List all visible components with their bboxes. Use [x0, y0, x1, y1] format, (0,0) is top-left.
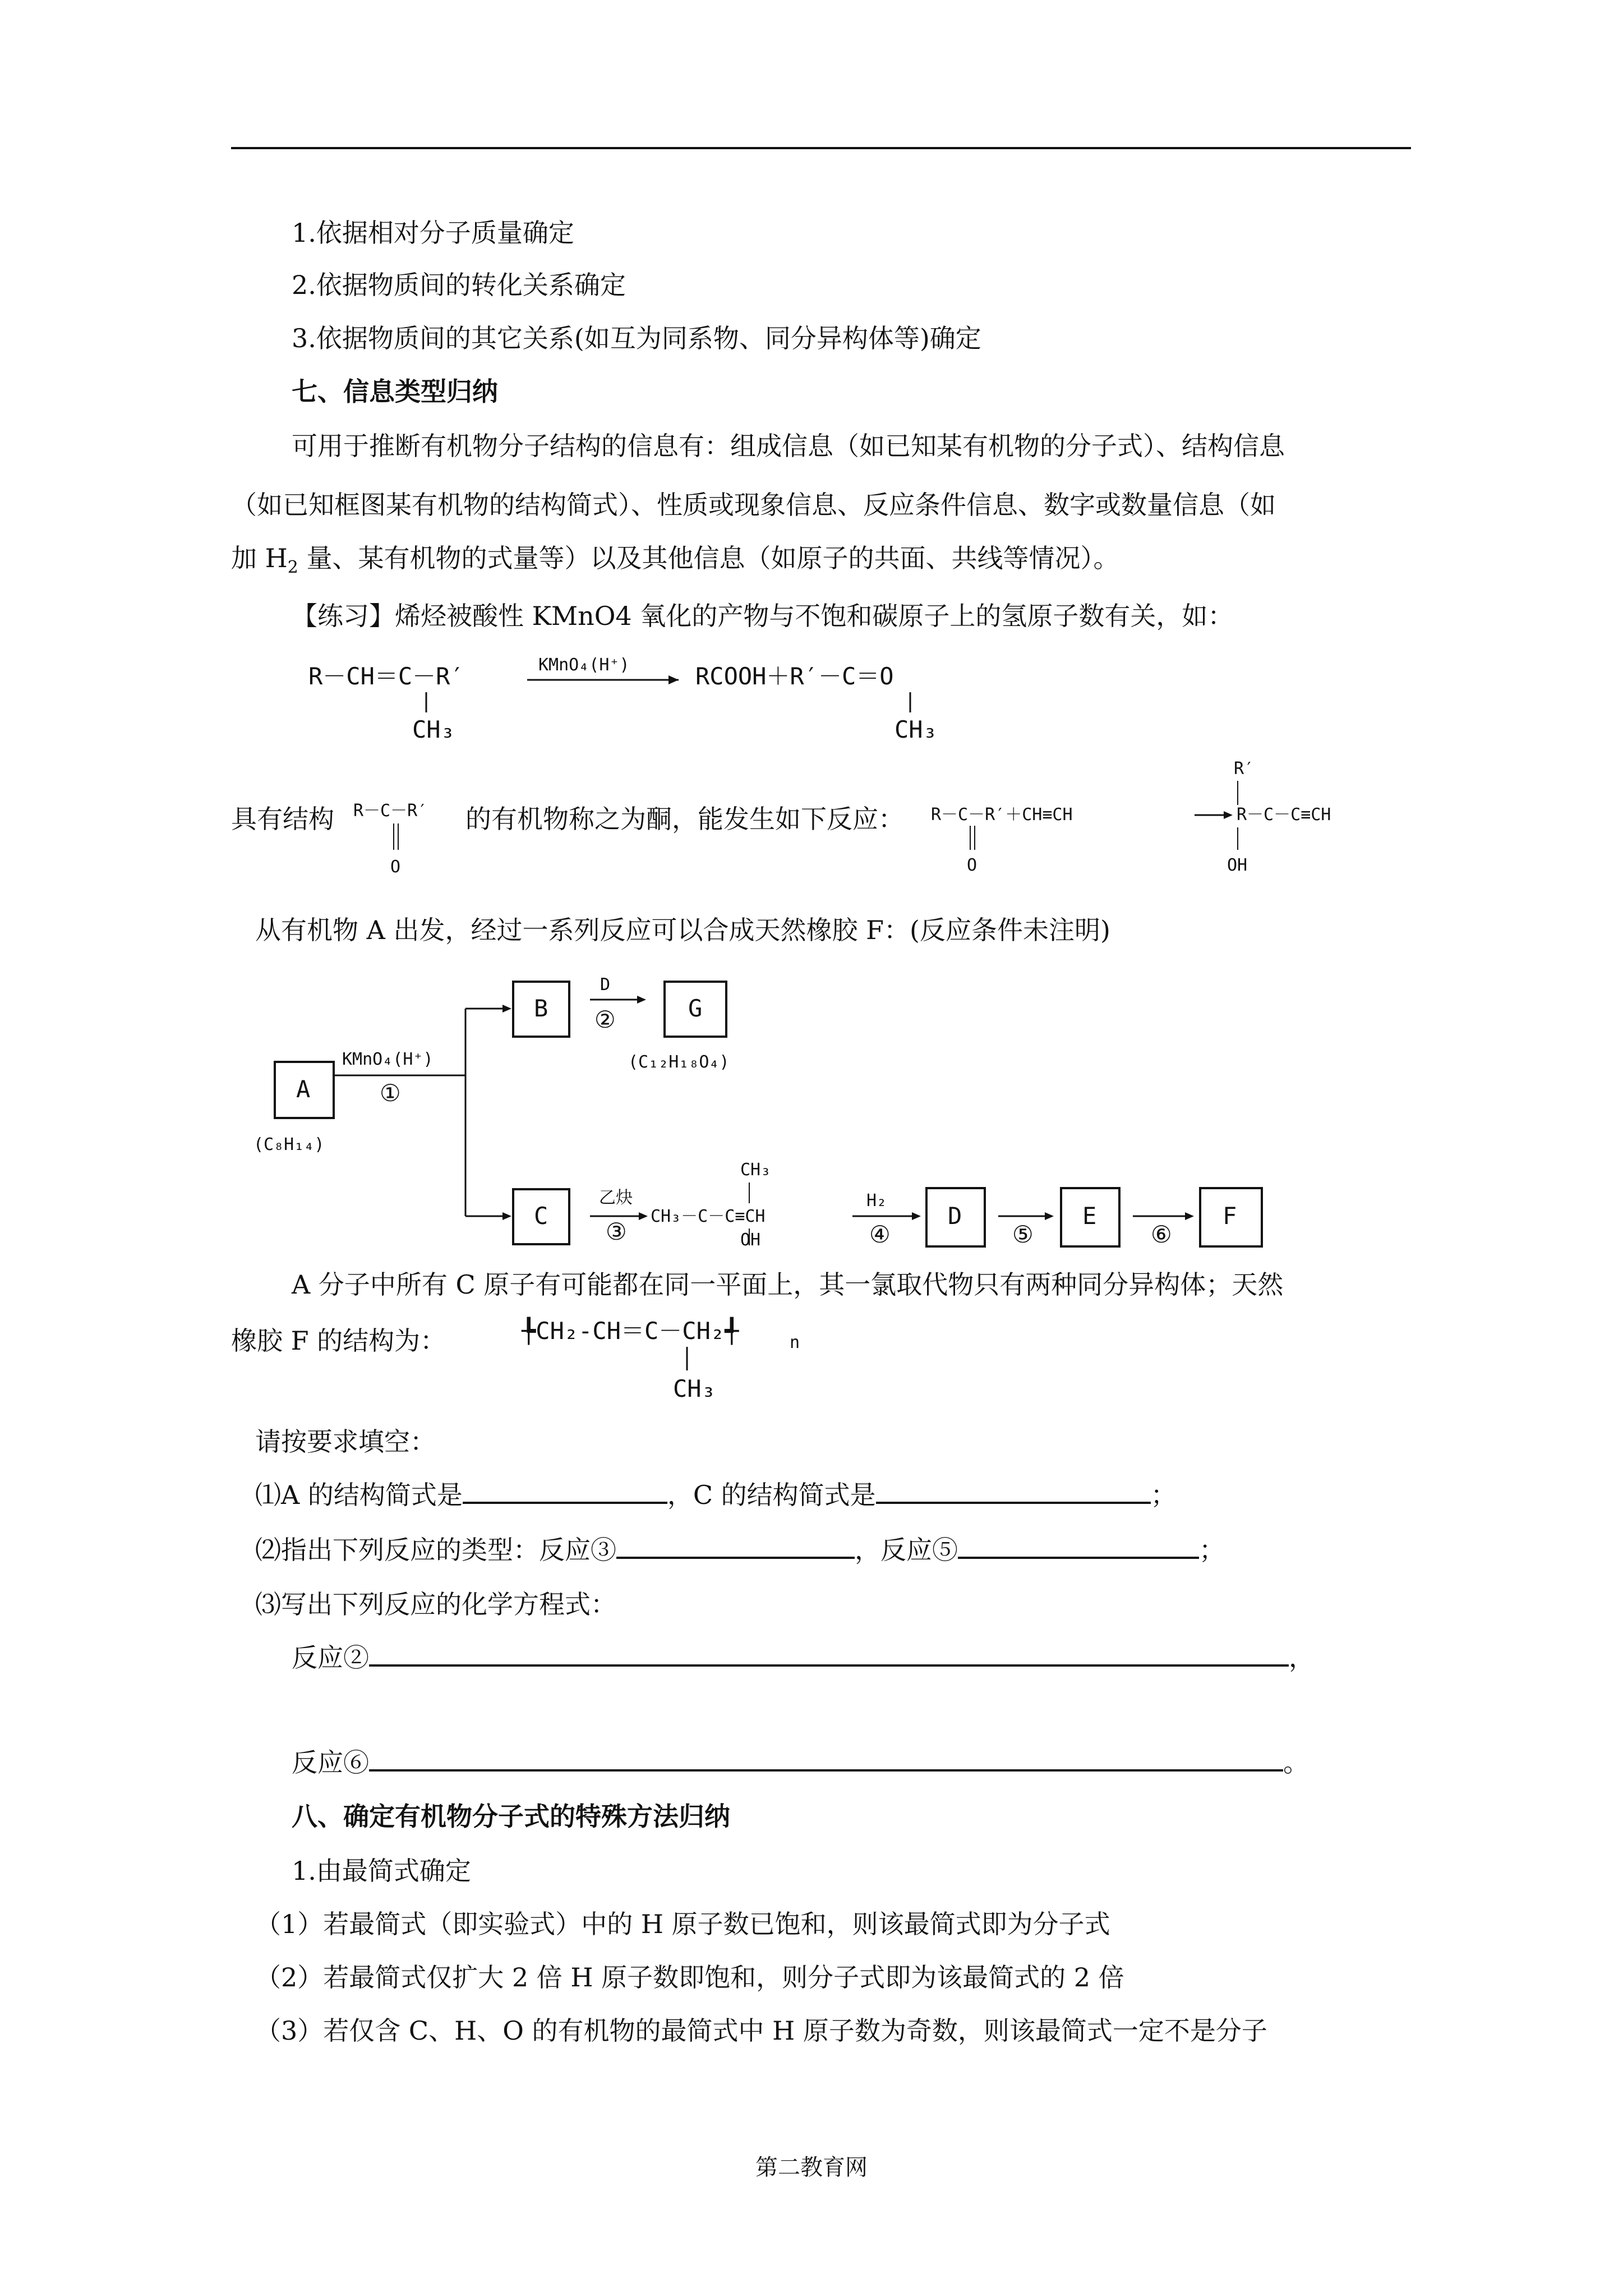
- methyl-group: CH₃: [740, 1160, 771, 1180]
- question-text: ，反应⑤: [855, 1535, 958, 1565]
- text-line: 从有机物 A 出发，经过一系列反应可以合成天然橡胶 F：(反应条件未注明): [255, 915, 1110, 945]
- text-line: （2）若最简式仅扩大 2 倍 H 原子数即饱和，则分子式即为该最简式的 2 倍: [255, 1962, 1124, 1993]
- reaction-2-answer: [292, 1641, 1315, 1674]
- reagent-label: D: [600, 975, 611, 995]
- step-number: ④: [869, 1221, 891, 1248]
- section-heading: 七、信息类型归纳: [292, 376, 498, 407]
- compound-g-label: G: [688, 995, 703, 1022]
- text-line: A 分子中所有 C 原子有可能都在同一平面上，其一氯取代物只有两种同分异构体；天然: [292, 1269, 1284, 1300]
- text-line: （如已知框图某有机物的结构简式）、性质或现象信息、反应条件信息、数字或数量信息（如: [231, 490, 1276, 520]
- question-1: [255, 1478, 1177, 1512]
- step-number: ②: [594, 1006, 616, 1033]
- intermediate-formula: CH₃－C－C≡CH: [651, 1207, 766, 1226]
- rubber-formula: ╄CH₂-CH＝C－CH₂╃: [522, 1317, 739, 1345]
- ketone-reaction-figure: [931, 752, 1424, 881]
- reaction-6-answer: [292, 1746, 1309, 1779]
- text-line: 【练习】烯烃被酸性 KMnO4 氧化的产物与不饱和碳原子上的氢原子数有关，如：: [292, 601, 1234, 631]
- text-line: （3）若仅含 C、H、O 的有机物的最简式中 H 原子数为奇数，则该最简式一定不是分子: [255, 2016, 1267, 2046]
- compound-g-formula: (C₁₂H₁₈O₄): [628, 1052, 730, 1072]
- question-text: ，: [1289, 1642, 1315, 1673]
- compound-a-formula: (C₈H₁₄): [253, 1135, 325, 1154]
- methyl-group: CH₃: [673, 1375, 716, 1402]
- text-line: 3.依据物质间的其它关系(如互为同系物、同分异构体等)确定: [292, 323, 981, 353]
- answer-blank[interactable]: [463, 1481, 667, 1504]
- arrow-head-icon: [912, 1212, 921, 1220]
- step-number: ③: [606, 1218, 627, 1245]
- reagent-label: 乙炔: [599, 1188, 633, 1208]
- compound-e-label: E: [1082, 1202, 1097, 1230]
- section-heading: 八、确定有机物分子式的特殊方法归纳: [292, 1801, 730, 1832]
- answer-blank[interactable]: [369, 1749, 1283, 1772]
- answer-blank[interactable]: [616, 1536, 855, 1559]
- step-number: ①: [380, 1079, 401, 1107]
- ketone-structure: [353, 791, 482, 886]
- step-number: ⑤: [1012, 1221, 1034, 1248]
- arrow-head-icon: [637, 996, 646, 1004]
- page-footer: 第二教育网: [755, 2155, 868, 2180]
- compound-b-label: B: [534, 995, 548, 1022]
- answer-blank[interactable]: [369, 1644, 1289, 1667]
- methyl-group: CH₃: [412, 716, 455, 743]
- answer-blank[interactable]: [958, 1536, 1199, 1559]
- header-rule: [231, 147, 1411, 149]
- ketone-product: R－C－C≡CH: [1237, 805, 1331, 825]
- synthesis-diagram: [247, 965, 1324, 1257]
- text-line: 1.由最简式确定: [292, 1856, 471, 1886]
- text-line: 请按要求填空：: [255, 1427, 436, 1457]
- reactant-formula: R－CH＝C－R′: [308, 662, 464, 690]
- condition-label: KMnO₄(H⁺): [342, 1050, 434, 1069]
- hydroxyl-group: OH: [740, 1230, 761, 1250]
- question-text: 反应②: [292, 1642, 369, 1673]
- arrow-head-icon: [1045, 1212, 1054, 1220]
- reagent-label: H₂: [866, 1191, 887, 1211]
- product-formula: RCOOH＋R′－C＝O: [695, 662, 894, 690]
- text-fragment: 量、某有机物的式量等）以及其他信息（如原子的共面、共线等情况）。: [298, 543, 1119, 573]
- repeat-count: n: [790, 1333, 800, 1352]
- text-line: 可用于推断有机物分子结构的信息有：组成信息（如已知某有机物的分子式）、结构信息: [292, 431, 1285, 461]
- question-text: 。: [1283, 1747, 1309, 1778]
- question-text: 反应⑥: [292, 1747, 369, 1778]
- question-text: ，C 的结构简式是: [667, 1480, 876, 1510]
- arrow-head-icon: [1185, 1212, 1194, 1220]
- oxygen-atom: O: [967, 855, 978, 875]
- answer-blank[interactable]: [876, 1481, 1151, 1504]
- question-text: ⑵指出下列反应的类型：反应③: [255, 1535, 616, 1565]
- text-line: 1.依据相对分子质量确定: [292, 218, 574, 248]
- text-line: [231, 541, 1119, 585]
- methyl-group: CH₃: [895, 716, 937, 743]
- arrow-head-icon: [668, 675, 679, 684]
- question-text: ；: [1150, 1480, 1177, 1510]
- question-2: [255, 1533, 1225, 1567]
- oxidation-reaction-figure: [292, 645, 1021, 757]
- oxygen-atom: O: [390, 857, 401, 877]
- question-3: ⑶写出下列反应的化学方程式：: [255, 1589, 616, 1619]
- rubber-structure: [516, 1304, 830, 1411]
- condition-label: KMnO₄(H⁺): [538, 655, 630, 675]
- arrow-head-icon: [1224, 811, 1233, 819]
- compound-c-label: C: [534, 1202, 548, 1230]
- subscript: 2: [287, 558, 298, 578]
- step-number: ⑥: [1151, 1221, 1172, 1248]
- arrow-head-icon: [639, 1212, 648, 1220]
- text-line: 橡胶 F 的结构为：: [231, 1326, 446, 1356]
- compound-d-label: D: [948, 1202, 962, 1230]
- text-line: 2.依据物质间的转化关系确定: [292, 270, 626, 300]
- r-group: R′: [1234, 759, 1255, 779]
- text-line: 具有结构: [231, 804, 334, 834]
- question-text: ⑴A 的结构简式是: [255, 1480, 463, 1510]
- compound-f-label: F: [1223, 1202, 1237, 1230]
- ketone-reactant: R－C－R′＋CH≡CH: [931, 805, 1073, 825]
- text-fragment: 加 H: [231, 543, 288, 573]
- arrow-head-icon: [502, 1212, 511, 1220]
- hydroxyl-group: OH: [1227, 855, 1248, 875]
- ketone-formula: R－C－R′: [353, 801, 428, 821]
- text-line: 的有机物称之为酮，能发生如下反应：: [465, 804, 904, 834]
- compound-a-label: A: [296, 1075, 311, 1103]
- text-line: （1）若最简式（即实验式）中的 H 原子数已饱和，则该最简式即为分子式: [255, 1909, 1110, 1939]
- question-text: ；: [1199, 1535, 1225, 1565]
- arrow-head-icon: [502, 1005, 511, 1013]
